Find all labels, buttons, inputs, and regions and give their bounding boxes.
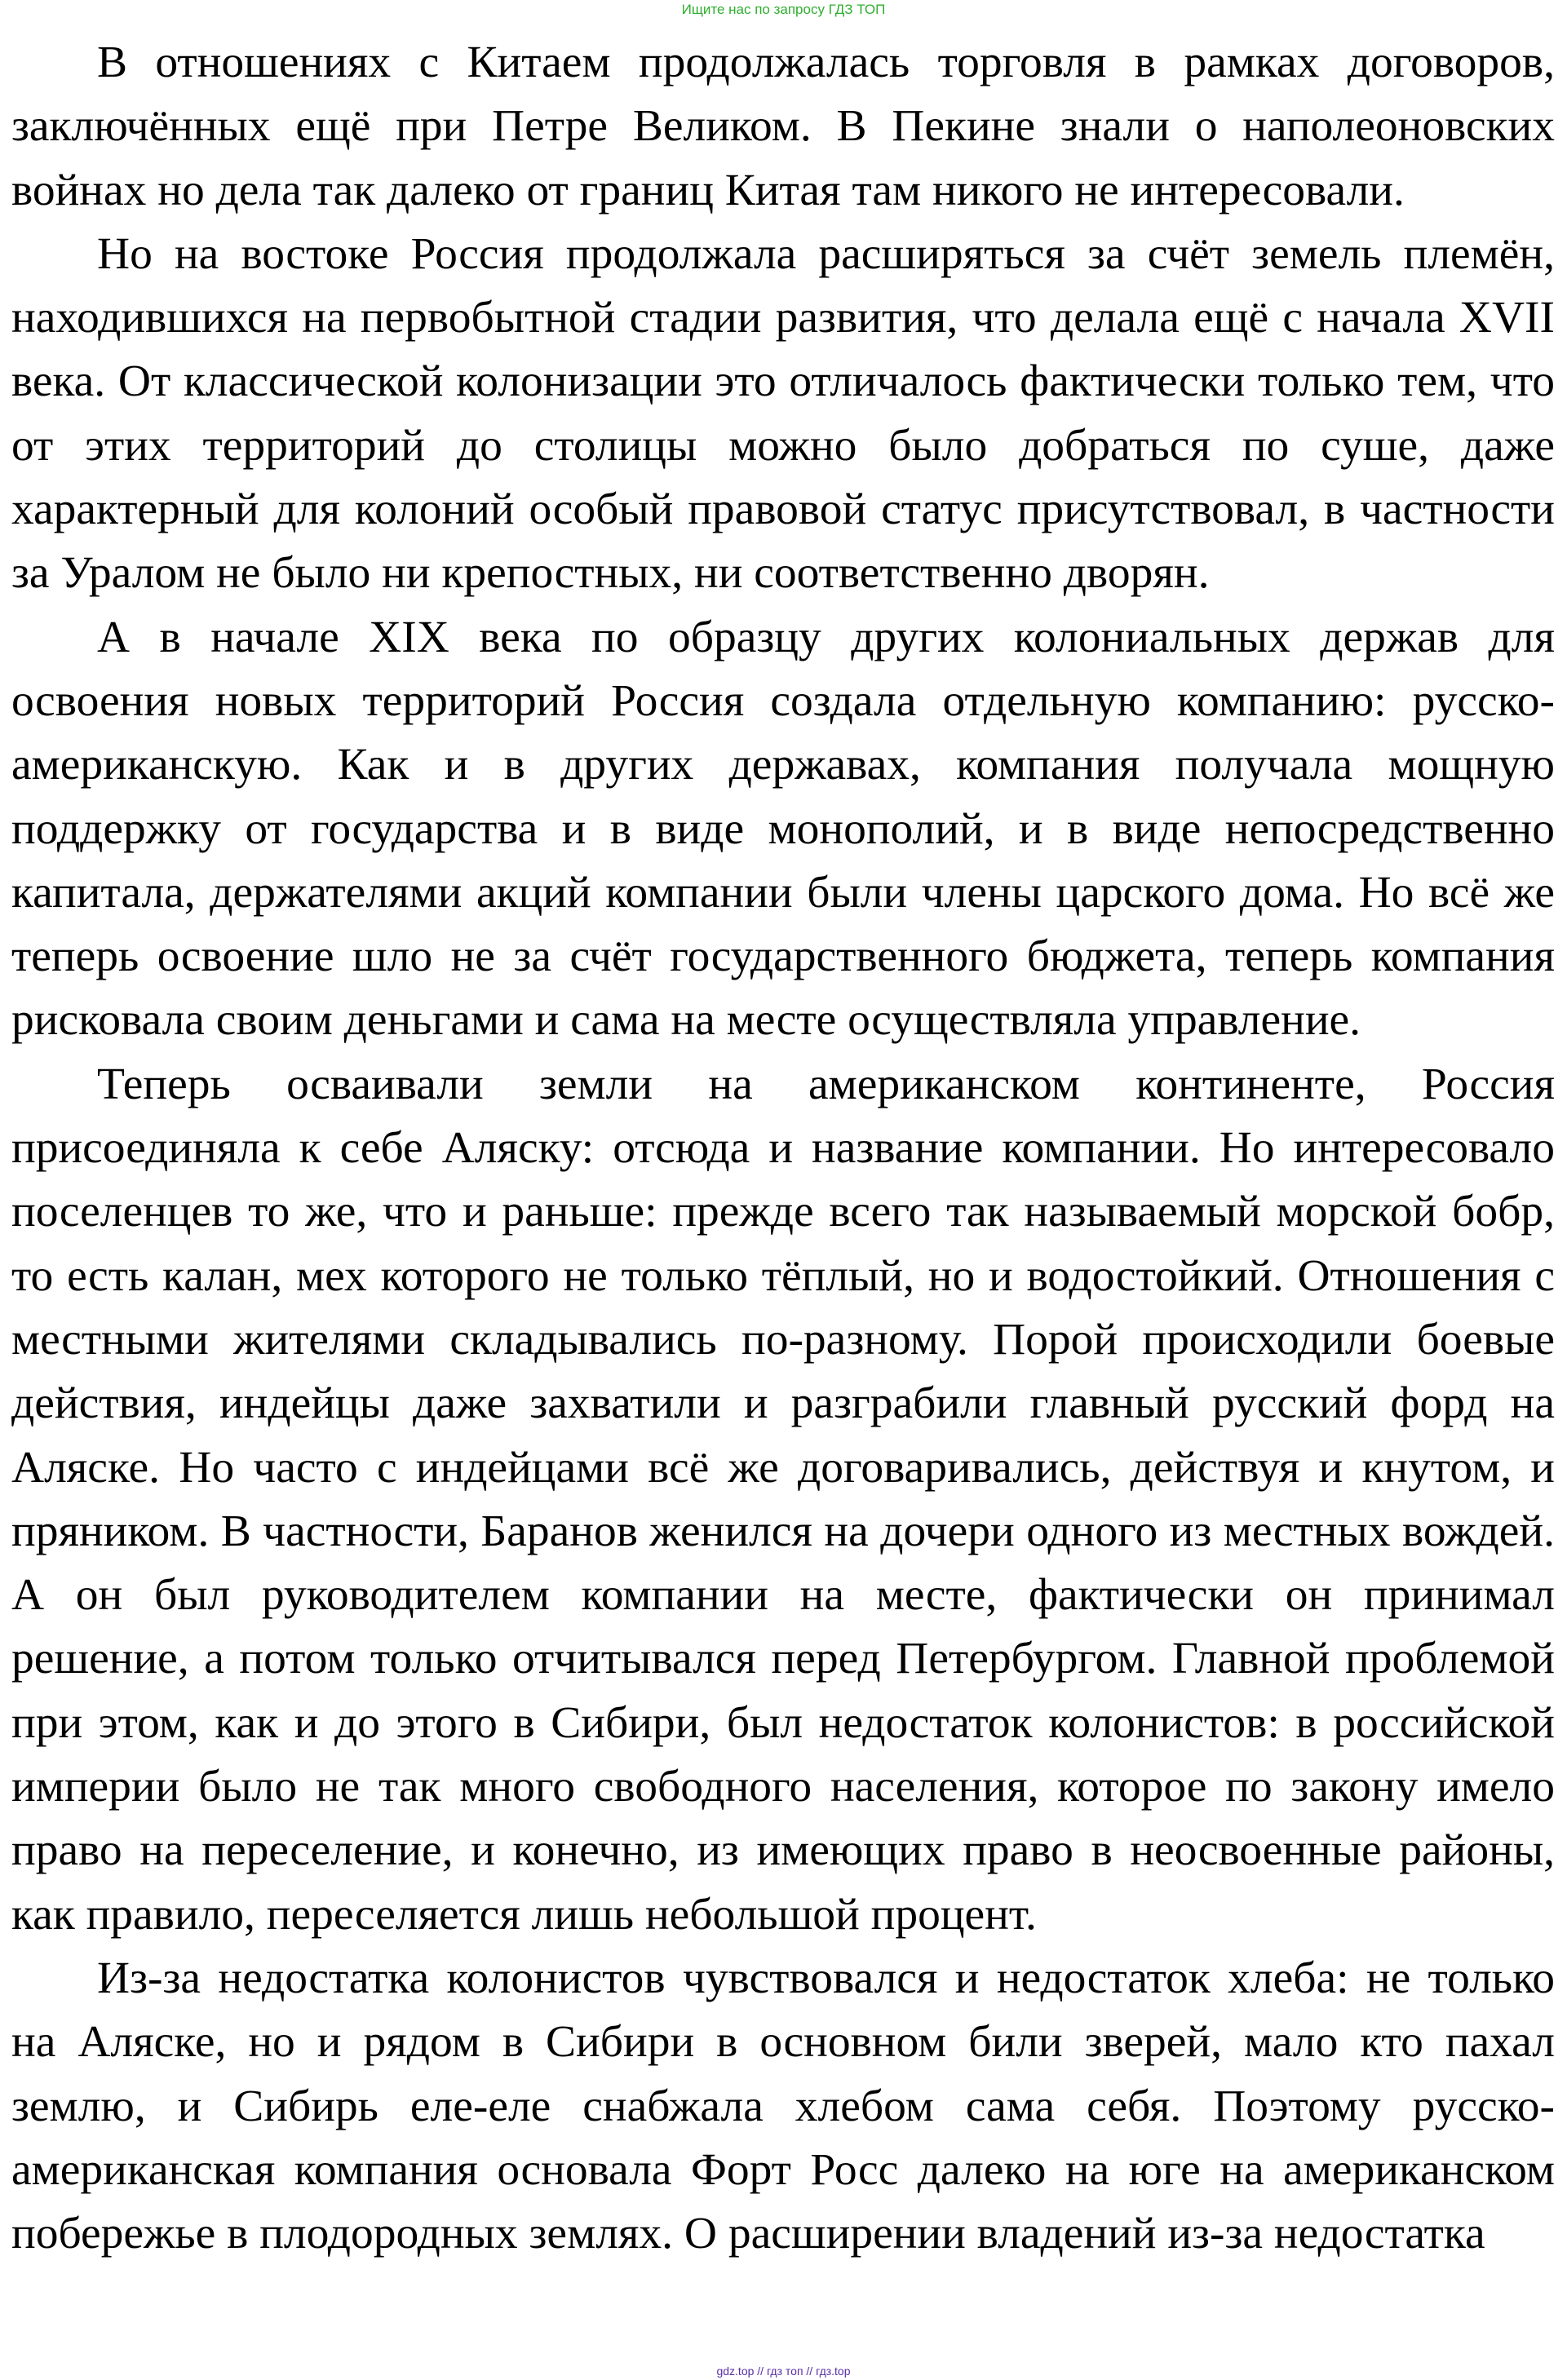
paragraph-eastern-expansion: Но на востоке Россия продолжала расширяться за счёт земель племён, находившихся на первобытной стадии развития, что делала ещё с начала XVII века. От классической колонизации это отличалось фактически только тем, что от этих территорий до столицы можно было добраться по суше, даже характерный для колоний особый правовой статус присутствовал, в частности за Уралом не было ни крепостных, ни соответственно дворян. (11, 228, 1555, 599)
bottom-banner: gdz.top // гдз топ // гдз.top (716, 2365, 851, 2378)
paragraph-china-trade: В отношениях с Китаем продолжалась торговля в рамках договоров, заключённых ещё при Петре Великом. В Пекине знали о наполеоновских войнах но дела так далеко от границ Китая там никого не интересовали. (11, 38, 1555, 215)
paragraph-russian-american-company: А в начале XIX века по образцу других колониальных держав для освоения новых территорий Россия создала отдельную компанию: русско-американскую. Как и в других державах, компания получала мощную поддержку от государства и в виде монополий, и в виде непосредственно капитала, держателями акций компании были члены царского дома. Но всё же теперь освоение шло не за счёт государственного бюджета, теперь компания рисковала своим деньгами и сама на месте осуществляла управление. (11, 612, 1555, 1046)
paragraph-alaska-settlement: Теперь осваивали земли на американском континенте, Россия присоединяла к себе Аляску: отсюда и название компании. Но интересовало поселенцев то же, что и раньше: прежде всего так называемый морской бобр, то есть калан, мех которого не только тёплый, но и водостойкий. Отношения с местными жителями складывались по-разному. Порой происходили боевые действия, индейцы даже захватили и разграбили главный русский форд на Аляске. Но часто с индейцами всё же договаривались, действуя и кнутом, и пряником. В частности, Баранов женился на дочери одного из местных вождей. А он был руководителем компании на месте, фактически он принимал решение, а потом только отчитывался перед Петербургом. Главной проблемой при этом, как и до этого в Сибири, был недостаток колонистов: в российской империи было не так много свободного населения, которое по закону имело право на переселение, и конечно, из имеющих право в неосвоенные районы, как правило, переселяется лишь небольшой процент. (11, 1059, 1555, 1940)
paragraph-fort-ross: Из-за недостатка колонистов чувствовался и недостаток хлеба: не только на Аляске, но и рядом в Сибири в основном били зверей, мало кто пахал землю, и Сибирь еле-еле снабжала хлебом сама себя. Поэтому русско-американская компания основала Форт Росс далеко на юге на американском побережье в плодородных землях. О расширении владений из-за недостатка (11, 1953, 1555, 2259)
document-page (11, 31, 1555, 2266)
top-banner: Ищите нас по запросу ГДЗ ТОП (681, 2, 886, 17)
